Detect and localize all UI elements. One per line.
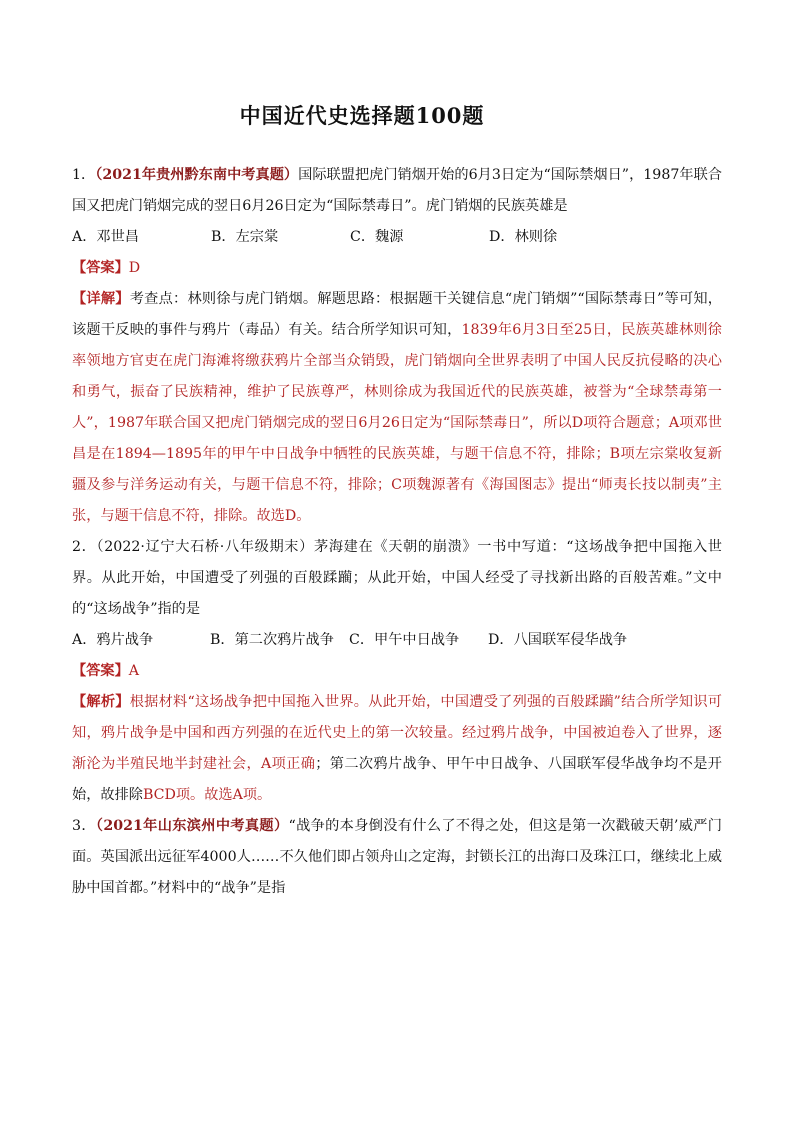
- answer-line: [72, 253, 722, 284]
- question-3: [72, 811, 722, 904]
- option-d: D．八国联军侵华战争: [488, 632, 628, 648]
- explanation-text-highlight: 1839年6月3日至25日，民族英雄林则徐率领地方官吏在虎门海滩将缴获鸦片全部当众销毁，虎门销烟向全世界表明了中国人民反抗侵略的决心和勇气，振奋了民族精神，维护了民族尊严，林则徐成为我国近代的民族英雄，被誉为“全球禁毒第一人”，1987年联合国又把虎门销烟完成的翌日6月26日定为“国际禁毒日”，所以D项符合题意；A项邓世昌是在1894—1895年的甲午中日战争中牺牲的民族英雄，与题干信息不符，排除；B项左宗棠收复新疆及参与洋务运动有关，与题干信息不符，排除；C项魏源著有《海国图志》提出“师夷长技以制夷”主张，与题干信息不符，排除。故选D。: [72, 322, 722, 524]
- question-number: 2．: [72, 539, 97, 555]
- explanation: [72, 687, 722, 811]
- question-stem: [72, 532, 722, 625]
- question-list: [72, 160, 722, 904]
- explanation-label: 【解析】: [72, 694, 130, 710]
- explanation-text: ；第二次鸦片战争、甲午中日战争、八国联军侵华战争均不是开始，故排除: [72, 756, 722, 803]
- answer-line: [72, 656, 722, 687]
- question-source: （2022·辽宁大石桥·八年级期末）: [96, 539, 314, 555]
- answer-label: 【答案】: [72, 663, 129, 679]
- option-a: A．鸦片战争: [72, 632, 154, 648]
- answer-value: A: [128, 663, 140, 679]
- option-c: C．甲午中日战争: [349, 632, 460, 648]
- answer-value: D: [128, 260, 141, 276]
- question-stem: [72, 811, 722, 904]
- question-text: 茅海建在《天朝的崩溃》一书中写道：“这场战争把中国拖入世界。从此开始，中国遭受了列强的百般蹂躏；从此开始，中国人经受了寻找新出路的百般苦难。”文中的“这场战争”指的是: [72, 539, 722, 617]
- question-number: 1．: [72, 167, 96, 183]
- question-2: [72, 532, 722, 811]
- question-stem: [72, 160, 722, 222]
- option-a: A．邓世昌: [72, 229, 139, 245]
- question-source: （2021年贵州黔东南中考真题）: [95, 167, 299, 183]
- options-row: [72, 625, 722, 656]
- explanation-option-a: A项正确: [261, 756, 316, 772]
- explanation-conclusion: BCD项。故选A项。: [142, 787, 272, 803]
- option-d: D．林则徐: [489, 229, 558, 245]
- explanation-text: 考查点：林则徐与虎门销烟。解题思路：根据题干关键信息“虎门销烟”“国际禁毒日”等可知，该题干反映的事件与鸦片（毒品）有关。结合所学知识可知，: [72, 291, 722, 338]
- question-1: [72, 160, 722, 532]
- options-row: [72, 222, 722, 253]
- explanation-text-highlight: 根据材料“这场战争把中国拖入世界。从此开始，中国遭受了列强的百般蹂躏”结合所学知识可知，鸦片战争是中国和西方列强的在近代史上的第一次较量。经过鸦片战争，中国被迫卷入了世界，逐渐沦为半殖民地半封建社会，: [72, 694, 722, 772]
- answer-label: 【答案】: [72, 260, 129, 276]
- option-c: C．魏源: [350, 229, 404, 245]
- page-title: 中国近代史选择题100题: [239, 103, 485, 128]
- question-number: 3．: [72, 818, 96, 834]
- option-b: B．左宗棠: [211, 229, 279, 245]
- question-text: 国际联盟把虎门销烟开始的6月3日定为“国际禁烟日”，1987年联合国又把虎门销烟完成的翌日6月26日定为“国际禁毒日”。虎门销烟的民族英雄是: [72, 167, 722, 214]
- option-b: B．第二次鸦片战争: [210, 632, 334, 648]
- explanation: [72, 284, 722, 532]
- question-source: （2021年山东滨州中考真题）: [95, 818, 289, 834]
- question-text: “战争的本身倒没有什么了不得之处，但这是第一次戳破天朝’威严门面。英国派出远征军4000人……不久他们即占领舟山之定海，封锁长江的出海口及珠江口，继续北上威胁中国首都。”材料中的“战争”是指: [72, 818, 722, 896]
- explanation-label: 【详解】: [72, 291, 130, 307]
